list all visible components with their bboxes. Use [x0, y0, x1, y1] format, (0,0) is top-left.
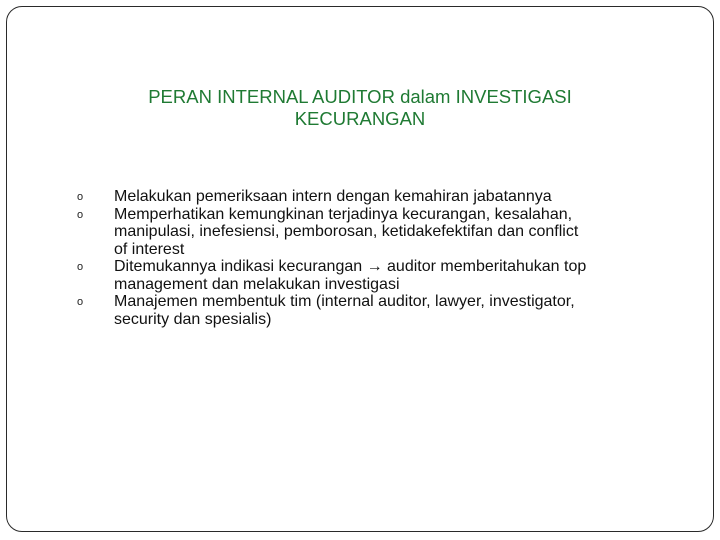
- bullet-3-line-2: management dan melakukan investigasi: [114, 275, 400, 293]
- bullet-marker-icon: o: [77, 261, 84, 273]
- bullet-item-1: [0, 188, 720, 206]
- slide-title: [60, 86, 660, 130]
- bullet-1-line-1: Melakukan pemeriksaan intern dengan kemahiran jabatannya: [114, 188, 552, 205]
- bullet-2-line-1: Memperhatikan kemungkinan terjadinya kecurangan, kesalahan,: [114, 205, 573, 223]
- slide-title-line-1: PERAN INTERNAL AUDITOR dalam INVESTIGASI: [148, 86, 572, 107]
- bullet-4-line-1: Manajemen membentuk tim (internal auditor, lawyer, investigator,: [114, 293, 575, 310]
- bullet-item-4: [0, 293, 720, 328]
- bullet-marker-icon: o: [77, 191, 84, 203]
- bullet-marker-icon: o: [77, 296, 84, 308]
- bullet-item-3: [0, 258, 720, 293]
- bullet-2-line-2: manipulasi, inefesiensi, pemborosan, ketidakefektifan dan conflict: [114, 223, 579, 240]
- bullet-4-line-2: security dan spesialis): [114, 310, 272, 328]
- slide-title-line-2: KECURANGAN: [294, 108, 426, 129]
- bullet-marker-icon: o: [77, 208, 84, 221]
- bullet-item-2: [0, 206, 720, 259]
- bullet-3-line-1: Ditemukannya indikasi kecurangan → auditor memberitahukan top: [114, 258, 587, 275]
- bullet-list: [0, 188, 720, 328]
- bullet-2-line-3: of interest: [114, 240, 185, 258]
